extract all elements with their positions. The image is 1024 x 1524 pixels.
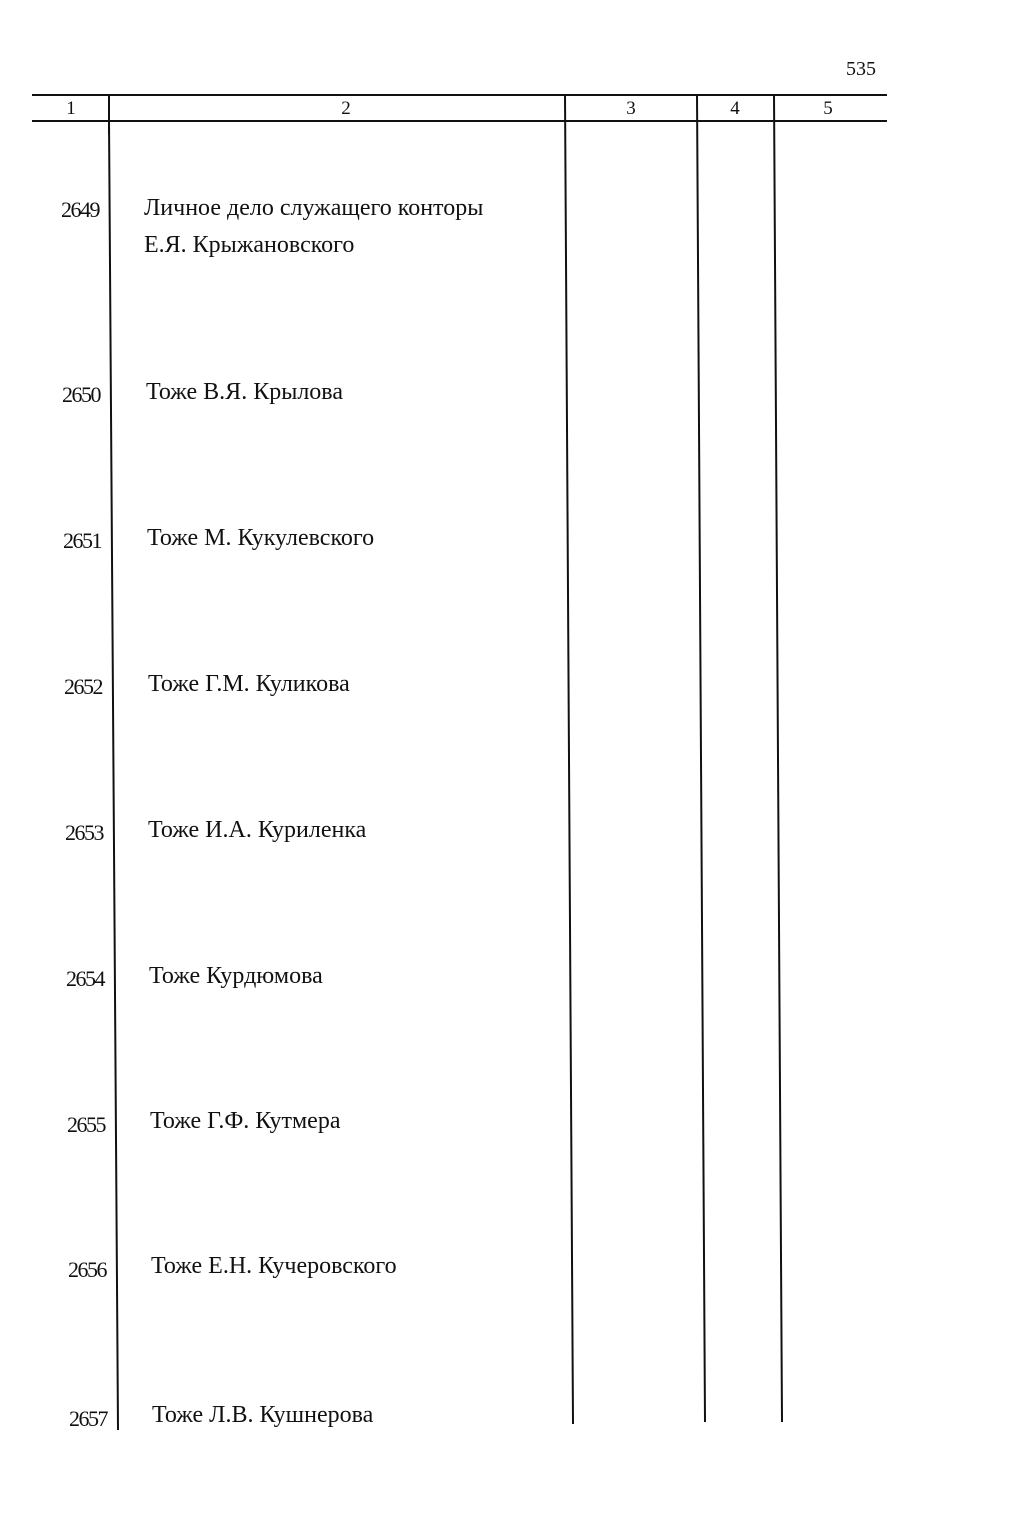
row-number: 2649 bbox=[61, 197, 99, 222]
row-description-line: Тоже Курдюмова bbox=[149, 963, 323, 989]
row-description-line: Тоже И.А. Куриленка bbox=[148, 817, 367, 843]
row-description-line: Тоже В.Я. Крылова bbox=[146, 379, 343, 405]
header-col-4: 4 bbox=[730, 98, 740, 119]
row-description-line: Тоже Л.В. Кушнерова bbox=[152, 1402, 374, 1428]
row-number: 2650 bbox=[62, 382, 100, 407]
row-description-line: Тоже Г.М. Куликова bbox=[148, 671, 350, 697]
row-number: 2651 bbox=[63, 528, 101, 553]
row-number: 2654 bbox=[66, 966, 104, 991]
row-number: 2652 bbox=[64, 674, 102, 699]
row-number: 2653 bbox=[65, 820, 103, 845]
header-col-1: 1 bbox=[66, 98, 76, 119]
page-number: 535 bbox=[846, 58, 876, 80]
column-divider-1-line bbox=[109, 120, 118, 1430]
row-description-line: Тоже М. Кукулевского bbox=[147, 525, 375, 551]
header-col-5: 5 bbox=[823, 98, 833, 119]
header-col-3: 3 bbox=[626, 98, 636, 119]
row-number: 2656 bbox=[68, 1257, 106, 1282]
row-description-line: Тоже Е.Н. Кучеровского bbox=[151, 1253, 397, 1279]
column-divider-4-line bbox=[774, 94, 782, 1422]
row-description-line: Е.Я. Крыжановского bbox=[144, 232, 355, 258]
row-number: 2657 bbox=[69, 1406, 107, 1431]
column-divider-2-line bbox=[565, 94, 573, 1424]
header-col-2: 2 bbox=[341, 98, 351, 119]
column-divider-3-line bbox=[697, 94, 705, 1422]
row-description-line: Личное дело служащего конторы bbox=[144, 195, 484, 221]
row-description-line: Тоже Г.Ф. Кутмера bbox=[150, 1108, 341, 1134]
row-number: 2655 bbox=[67, 1112, 105, 1137]
